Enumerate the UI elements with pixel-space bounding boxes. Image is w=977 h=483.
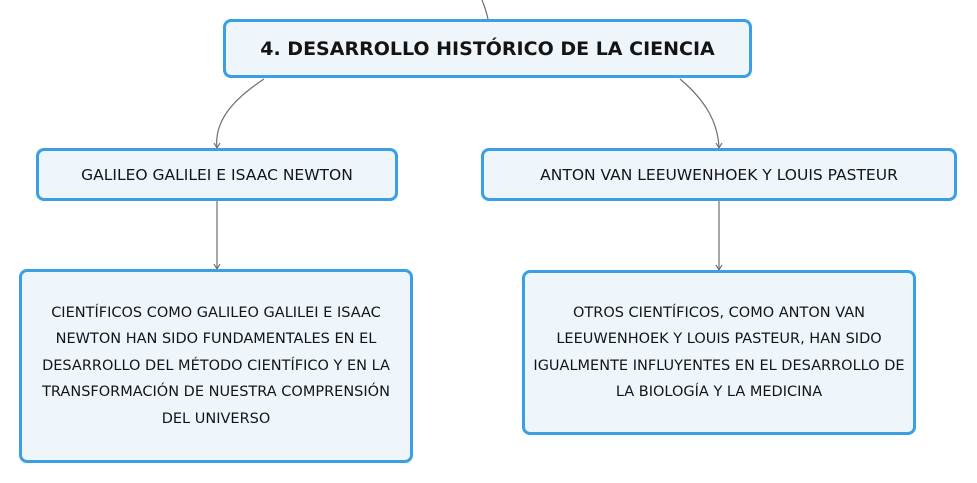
root-topic-label: 4. DESARROLLO HISTÓRICO DE LA CIENCIA [260, 37, 715, 60]
description-text-galileo-newton: CIENTÍFICOS COMO GALILEO GALILEI E ISAAC NEWTON HAN SIDO FUNDAMENTALES EN EL DESARROLLO DEL MÉTODO CIENTÍFICO Y EN LA TRANSFORMACIÓN DE NUESTRA COMPRENSIÓN DEL UNIVERSO [42, 304, 390, 427]
connector-parent-to-root [482, 0, 488, 19]
description-node-leeuwenhoek-pasteur[interactable] [522, 270, 916, 435]
description-text-leeuwenhoek-pasteur: OTROS CIENTÍFICOS, COMO ANTON VAN LEEUWENHOEK Y LOUIS PASTEUR, HAN SIDO IGUALMENTE INFLUYENTES EN EL DESARROLLO DE LA BIOLOGÍA Y LA MEDICINA [533, 304, 905, 400]
branch-label-galileo-newton: GALILEO GALILEI E ISAAC NEWTON [81, 165, 353, 184]
root-topic-node[interactable] [223, 19, 752, 78]
branch-node-galileo-newton[interactable] [36, 148, 398, 201]
branch-label-leeuwenhoek-pasteur: ANTON VAN LEEUWENHOEK Y LOUIS PASTEUR [540, 165, 898, 184]
branch-node-leeuwenhoek-pasteur[interactable] [481, 148, 957, 201]
connector-root-to-right-branch [680, 79, 719, 148]
description-node-galileo-newton[interactable] [19, 269, 413, 463]
connector-root-to-left-branch [217, 79, 264, 148]
